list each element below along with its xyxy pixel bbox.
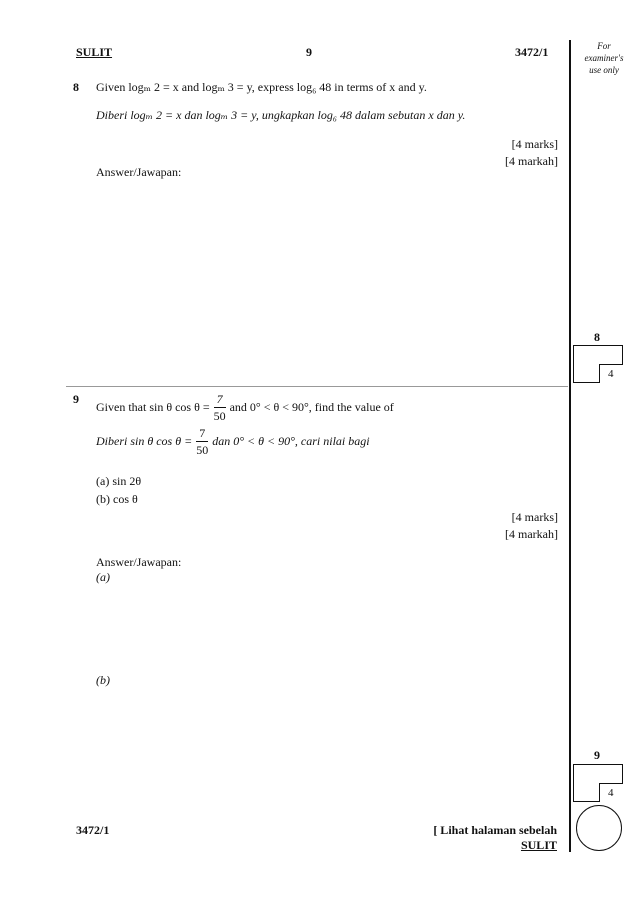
q8-score: 4 <box>608 368 614 380</box>
paper-code: 3472/1 <box>515 45 549 59</box>
q9-part-b: (b) cos θ <box>96 492 138 506</box>
total-score-circle <box>576 805 622 851</box>
q9-text-malay <box>96 424 370 458</box>
q8-marks-box <box>573 345 623 383</box>
footer-next-page: [ Lihat halaman sebelah <box>433 823 557 837</box>
q9-score: 4 <box>608 787 614 799</box>
q9-ms-fraction-den: 50 <box>196 442 209 457</box>
q8-number: 8 <box>73 80 79 94</box>
q9-score-cell <box>599 783 623 802</box>
q9-number: 9 <box>73 392 79 406</box>
footer-sulit: SULIT <box>520 838 557 852</box>
q9-ms-prefix: Diberi sin θ cos θ = <box>96 433 193 448</box>
margin-line <box>569 40 571 852</box>
q9-en-fraction <box>214 393 226 422</box>
q9-en-prefix: Given that sin θ cos θ = <box>96 399 210 414</box>
q8-answer-label: Answer/Jawapan: <box>96 165 182 179</box>
q8-text-malay: Diberi logₘ 2 = x dan logₘ 3 = y, ungkapkan log₆ 48 dalam sebutan x dan y. <box>96 108 466 122</box>
question-separator <box>66 386 568 387</box>
q9-en-suffix: and 0° < θ < 90°, find the value of <box>229 399 394 414</box>
q9-marks-malay: [4 markah] <box>505 527 558 541</box>
q9-side-number: 9 <box>594 748 600 762</box>
q8-marks-malay: [4 markah] <box>505 154 558 168</box>
q8-text-english: Given logₘ 2 = x and logₘ 3 = y, express log₆ 48 in terms of x and y. <box>96 80 427 94</box>
q9-text-english <box>96 390 394 424</box>
examiner-use-note: For examiner's use only <box>584 41 624 75</box>
header-sulit: SULIT <box>76 45 113 59</box>
footer-paper-code: 3472/1 <box>76 823 110 837</box>
page-number: 9 <box>306 45 312 59</box>
q9-marks-english: [4 marks] <box>511 510 558 524</box>
q9-ms-suffix: dan 0° < θ < 90°, cari nilai bagi <box>212 433 370 448</box>
q8-score-cell <box>599 364 623 383</box>
q9-en-fraction-den: 50 <box>213 408 226 423</box>
q9-marks-box <box>573 764 623 802</box>
q8-marks-english: [4 marks] <box>511 137 558 151</box>
q9-ms-fraction <box>196 427 208 456</box>
q9-en-fraction-num: 7 <box>214 393 226 408</box>
q9-answer-label: Answer/Jawapan: <box>96 555 182 569</box>
q9-answer-a: (a) <box>96 570 110 584</box>
q9-answer-b: (b) <box>96 673 110 687</box>
q9-part-a: (a) sin 2θ <box>96 474 142 488</box>
q9-ms-fraction-num: 7 <box>196 427 208 442</box>
q8-side-number: 8 <box>594 330 600 344</box>
